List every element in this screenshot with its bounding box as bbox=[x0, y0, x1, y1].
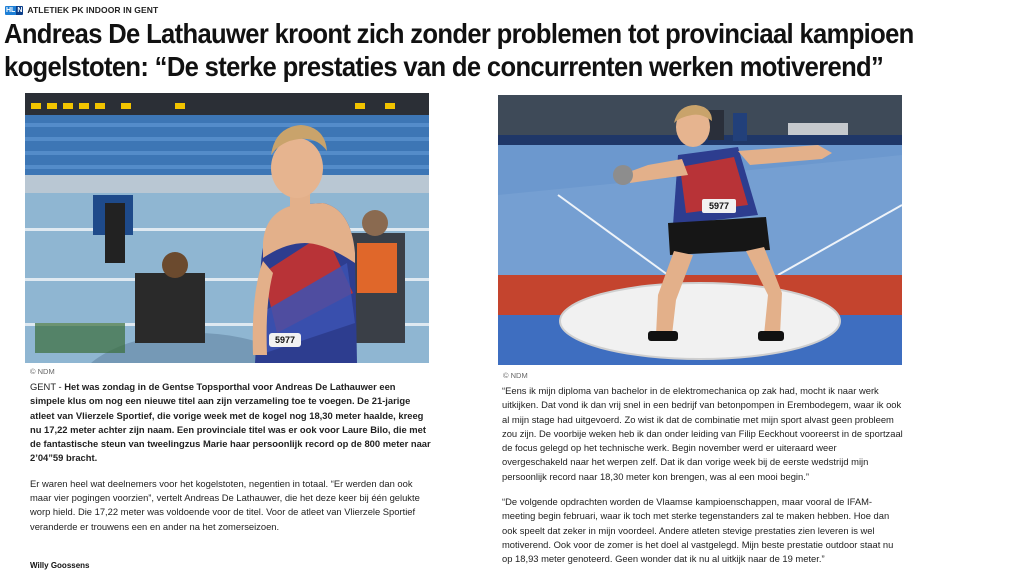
photo-illustration bbox=[25, 93, 429, 363]
article-paragraph: Er waren heel wat deelnemers voor het kogelstoten, negentien in totaal. “Er werden dan ook maar vier pogingen voorzien”, vertelt Andreas De Lathauwer, die het deze keer bij één gelukte worp hield. Die 17,22 meter was voldoende voor de titel. Voor de atleet van Vlierzele Sportief veranderde er trouwens een en ander na het zomerseizoen. bbox=[30, 477, 420, 532]
dateline: GENT - bbox=[30, 381, 65, 392]
section-kicker[interactable]: ATLETIEK PK INDOOR IN GENT bbox=[27, 5, 159, 15]
article-paragraph: “De volgende opdrachten worden de Vlaamse kampioenschappen, maar vooral de IFAM-meeting begin februari, waar ik toch met sterke tegenstanders zal te maken hebben. Hoe dan ook speelt dat zeker in mijn voordeel. Andere atleten stevige prestaties zien leveren is wel motiverend. Ook voor de zomer is het doel al vastgelegd. Mijn beste prestatie outdoor staat nu op 18,93 meter genoteerd. Geen wonder dat ik nu al uitkijk naar de 19 meter.” bbox=[502, 496, 894, 565]
kicker-bar bbox=[5, 4, 158, 16]
photo-illustration bbox=[498, 95, 902, 365]
article-photo-athlete-throw[interactable] bbox=[498, 95, 902, 365]
article-column-right bbox=[502, 384, 904, 578]
article-photo-athlete-portrait[interactable] bbox=[25, 93, 429, 363]
bib-number: 5977 bbox=[274, 335, 296, 345]
newspaper-logo: HL N bbox=[6, 6, 23, 14]
article-paragraph: “Eens ik mijn diploma van bachelor in de elektromechanica op zak had, mocht ik naar werk uitkijken. Dat vond ik dan vrij snel in een bedrijf van betonpompen in Erembodegem, waar ik ook al mijn stage had uitgevoerd. Zo wist ik dat de combinatie met mijn sport alvast geen probleem zou zijn. De voorbije weken heb ik dan onder leiding van Filip Eeckhout vooreerst in de sportzaal de focus gelegd op het technische werk. Begin november werd er uiteraard weer overgeschakeld naar het werpen zelf. Dat ik dan vorige week bij de eerste wedstrijd mijn persoonlijk record naar 18,30 meter kon brengen, was al een mooi begin.” bbox=[502, 385, 903, 482]
lead-text: Het was zondag in de Gentse Topsporthal voor Andreas De Lathauwer een simpele klus om nog een nieuwe titel aan zijn verzameling toe te voegen. De 21-jarige atleet van Vlierzele Sportief, die vorige week met de kogel nog 18,30 meter haalde, kreeg nu 17,22 meter achter zijn naam. Een provinciale titel was er ook voor Laure Bilo, die met de fantastische steun van tweelingzus Marie haar persoonlijk record op de 800 meter naar 2’04”59 bracht. bbox=[30, 381, 431, 464]
page-title: Andreas De Lathauwer kroont zich zonder problemen tot provinciaal kampioen kogelstoten: “De sterke prestaties van de concurrenten werken motiverend” bbox=[4, 18, 914, 82]
article-column-left bbox=[30, 380, 432, 545]
author-byline[interactable]: Willy Goossens bbox=[30, 561, 90, 570]
photo-credit: © NDM bbox=[503, 371, 528, 380]
photo-credit: © NDM bbox=[30, 367, 55, 376]
article-lead bbox=[30, 380, 432, 466]
bib-number: 5977 bbox=[708, 201, 730, 211]
